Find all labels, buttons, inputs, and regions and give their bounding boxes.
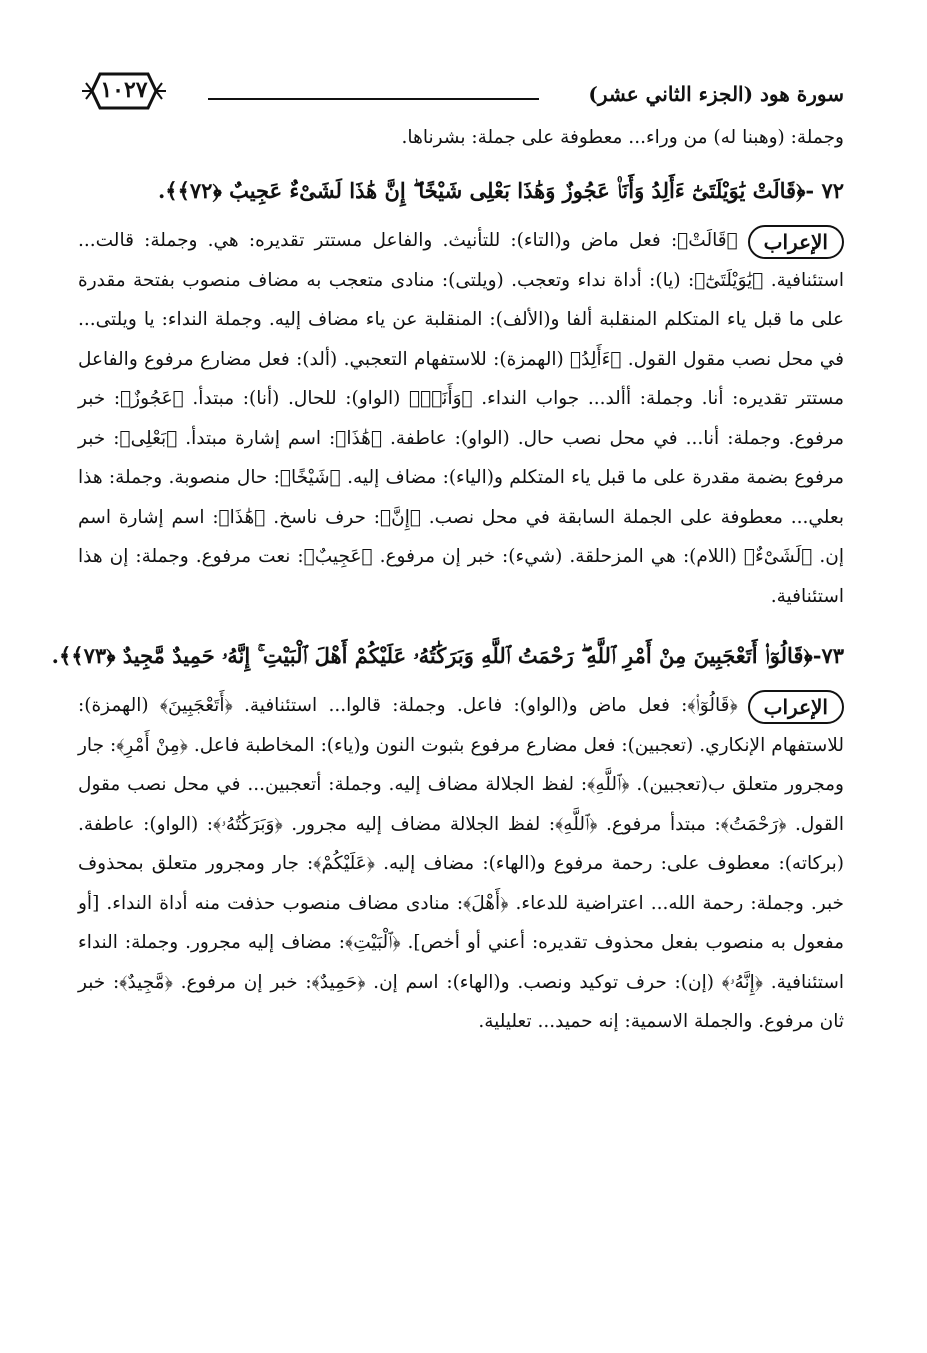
- irab-badge: الإعراب: [748, 225, 844, 259]
- surah-title: سورة هود (الجزء الثاني عشر): [588, 82, 844, 106]
- verse-73: ٧٣-﴿قَالُوٓا۟ أَتَعْجَبِينَ مِنْ أَمْرِ ٱللَّهِ ۖ رَحْمَتُ ٱللَّهِ وَبَرَكَٰتُهُۥ عَلَيْكُمْ أَهْلَ ٱلْبَيْتِ ۚ إِنَّهُۥ حَمِيدٌ مَّجِيدٌ ﴿٧٣﴾﴾.: [51, 643, 844, 668]
- irab-text-73: ﴿قَالُوٓا۟﴾: فعل ماض و(الواو): فاعل. وجملة: قالوا... استئنافية. ﴿أَتَعْجَبِينَ﴾ (الهمزة): للاستفهام الإنكاري. (تعجبين): فعل مضارع مرفوع بثبوت النون و(ياء): المخاطبة فاعل. ﴿مِنْ أَمْرِ﴾: جار ومجرور متعلق ب(تعجبين). ﴿ٱللَّهِ﴾: لفظ الجلالة مضاف إليه. وجملة: أتعجبين... في محل نصب مقول القول. ﴿رَحْمَتُ﴾: مبتدأ مرفوع. ﴿ٱللَّهِ﴾: لفظ الجلالة مضاف إليه مجرور. ﴿وَبَرَكَٰتُهُۥ﴾: (الواو): عاطفة. (بركاته): معطوف على: رحمة مرفوع و(الهاء): مضاف إليه. ﴿عَلَيْكُمْ﴾: جار ومجرور متعلق بمحذوف خبر. وجملة: رحمة الله... اعتراضية للدعاء. ﴿أَهْلَ﴾: منادى مضاف منصوب حذفت منه أداة النداء. [أو مفعول به منصوب بفعل محذوف تقديره: أعني أو أخص]. ﴿ٱلْبَيْتِ﴾: مضاف إليه مجرور. وجملة: النداء استئنافية. ﴿إِنَّهُۥ﴾ (إن): حرف توكيد ونصب. و(الهاء): اسم إن. ﴿حَمِيدٌ﴾: خبر إن مرفوع. ﴿مَّجِيدٌ﴾: خبر ثان مرفوع. والجملة الاسمية: إنه حميد... تعليلية.: [78, 695, 844, 1032]
- irab-text-72: ﴿قَالَتْ﴾: فعل ماض و(التاء): للتأنيث. والفاعل مستتر تقديره: هي. وجملة: قالت... استئنافية. ﴿يَٰوَيْلَتَىٰٓ﴾: (يا): أداة نداء وتعجب. (ويلتى): منادى متعجب به مضاف منصوب بفتحة مقدرة على ما قبل ياء المتكلم المنقلبة ألفا و(الألف): المنقلبة عن ياء مضاف إليه. وجملة النداء: يا ويلتى... في محل نصب مقول القول. ﴿ءَأَلِدُ﴾ (الهمزة): للاستفهام التعجبي. (ألد): فعل مضارع مرفوع والفاعل مستتر تقديره: أنا. وجملة: أألد... جواب النداء. ﴿وَأَنَا۠﴾ (الواو): للحال. (أنا): مبتدأ. ﴿عَجُوزٌ﴾: خبر مرفوع. وجملة: أنا... في محل نصب حال. (الواو): عاطفة. ﴿هَٰذَا﴾: اسم إشارة مبتدأ. ﴿بَعْلِى﴾: خبر مرفوع بضمة مقدرة على ما قبل ياء المتكلم و(الياء): مضاف إليه. ﴿شَيْخًا﴾: حال منصوبة. وجملة: هذا بعلي... معطوفة على الجملة السابقة في محل نصب. ﴿إِنَّ﴾: حرف ناسخ. ﴿هَٰذَا﴾: اسم إشارة اسم إن. ﴿لَشَىْءٌ﴾ (اللام): هي المزحلقة. (شيء): خبر إن مرفوع. ﴿عَجِيبٌ﴾: نعت مرفوع. وجملة: إن هذا استئنافية.: [78, 230, 844, 607]
- page-number: ١٠٢٧: [100, 77, 148, 103]
- header-rule: [208, 98, 539, 100]
- page: [51, 62, 844, 1042]
- verse-72: ٧٢ -﴿قَالَتْ يَٰوَيْلَتَىٰٓ ءَأَلِدُ وَأَنَا۠ عَجُوزٌ وَهَٰذَا بَعْلِى شَيْخًا ۖ إِنَّ هَٰذَا لَشَىْءٌ عَجِيبٌ ﴿٧٢﴾﴾.: [157, 178, 844, 203]
- page-header: [78, 62, 844, 118]
- intro-line: وجملة: (وهبنا له) من وراء... معطوفة على جملة: بشرناها.: [401, 127, 844, 148]
- irab-section-72: [78, 221, 844, 616]
- page-number-frame: [78, 68, 170, 114]
- irab-section-73: [78, 686, 844, 1042]
- irab-badge: الإعراب: [748, 690, 844, 724]
